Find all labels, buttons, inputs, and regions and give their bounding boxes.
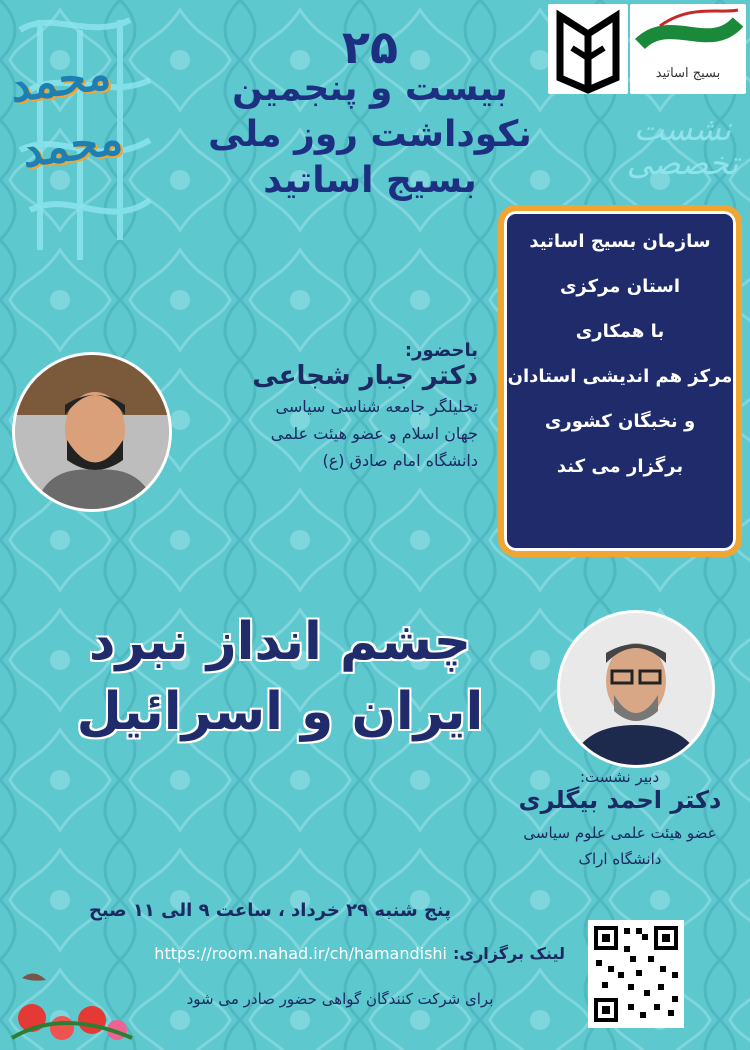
link-row [30,944,565,963]
main-title [20,612,540,742]
title-line-1: بیست و پنجمین [232,68,508,109]
speaker-line-2: جهان اسلام و عضو هیئت علمی [270,424,478,443]
qr-code-icon [588,920,684,1028]
organizer-line: و نخبگان کشوری [544,411,696,432]
calligraphy-block [0,0,170,270]
secretary-line-2: دانشگاه اراک [578,850,662,868]
organizer-line: برگزار می کند [556,456,684,477]
basij-logo [630,4,746,94]
secretary-photo [557,610,715,768]
event-date: پنج شنبه ۲۹ خرداد ، ساعت ۹ الی ۱۱ صبح [88,900,452,921]
speaker-line-3: دانشگاه امام صادق (ع) [322,451,478,470]
organizer-line: استان مرکزی [559,276,681,297]
speaker-avatar [15,355,169,509]
title-line-2: نکوداشت روز ملی [208,114,532,155]
organizer-line: با همکاری [575,321,665,342]
event-link[interactable]: https://room.nahad.ir/ch/hamandishi [154,944,447,963]
link-label: لینک برگزاری: [453,944,565,963]
main-title-line-1: چشم انداز نبرد [88,612,472,672]
anniversary-number: ۲۵ [341,20,399,74]
secretary-name: دکتر احمد بیگلری [518,786,722,814]
calligraphy-text-2: محمد [18,113,126,178]
organizer-panel [498,205,742,557]
main-title-line-2: ایران و اسرائیل [76,682,484,742]
flower-icon [12,1004,132,1040]
side-label-line1: نشست [633,110,732,148]
certificate-note: برای شرکت کنندگان گواهی حضور صادر می شود [186,990,494,1008]
speaker-info [168,340,478,470]
secretary-info [500,768,740,868]
header-title-block [190,20,550,204]
bird-icon [22,973,46,980]
speaker-photo [12,352,172,512]
organizer-line: سازمان بسیج اساتید [529,231,711,252]
presence-label: باحضور: [404,340,478,361]
secretary-label: دبیر نشست: [580,768,660,786]
speaker-name: دکتر جبار شجاعی [252,361,478,391]
book-icon [548,4,628,94]
side-label [620,110,745,182]
book-logo [548,4,628,94]
side-label-line2: تخصصی [626,144,739,182]
flower-bird-ornament [2,968,142,1048]
organizer-line: مرکز هم اندیشی استادان [507,366,733,387]
logo-caption: بسیج اساتید [655,66,721,81]
secretary-avatar [560,613,712,765]
title-line-3: بسیج اساتید [263,160,477,201]
secretary-line-1: عضو هیئت علمی علوم سیاسی [523,824,717,842]
flag-icon [630,4,746,64]
speaker-line-1: تحلیلگر جامعه شناسی سیاسی [275,397,478,416]
qr-code[interactable] [588,920,684,1028]
calligraphy-text-1: محمد [6,48,114,113]
